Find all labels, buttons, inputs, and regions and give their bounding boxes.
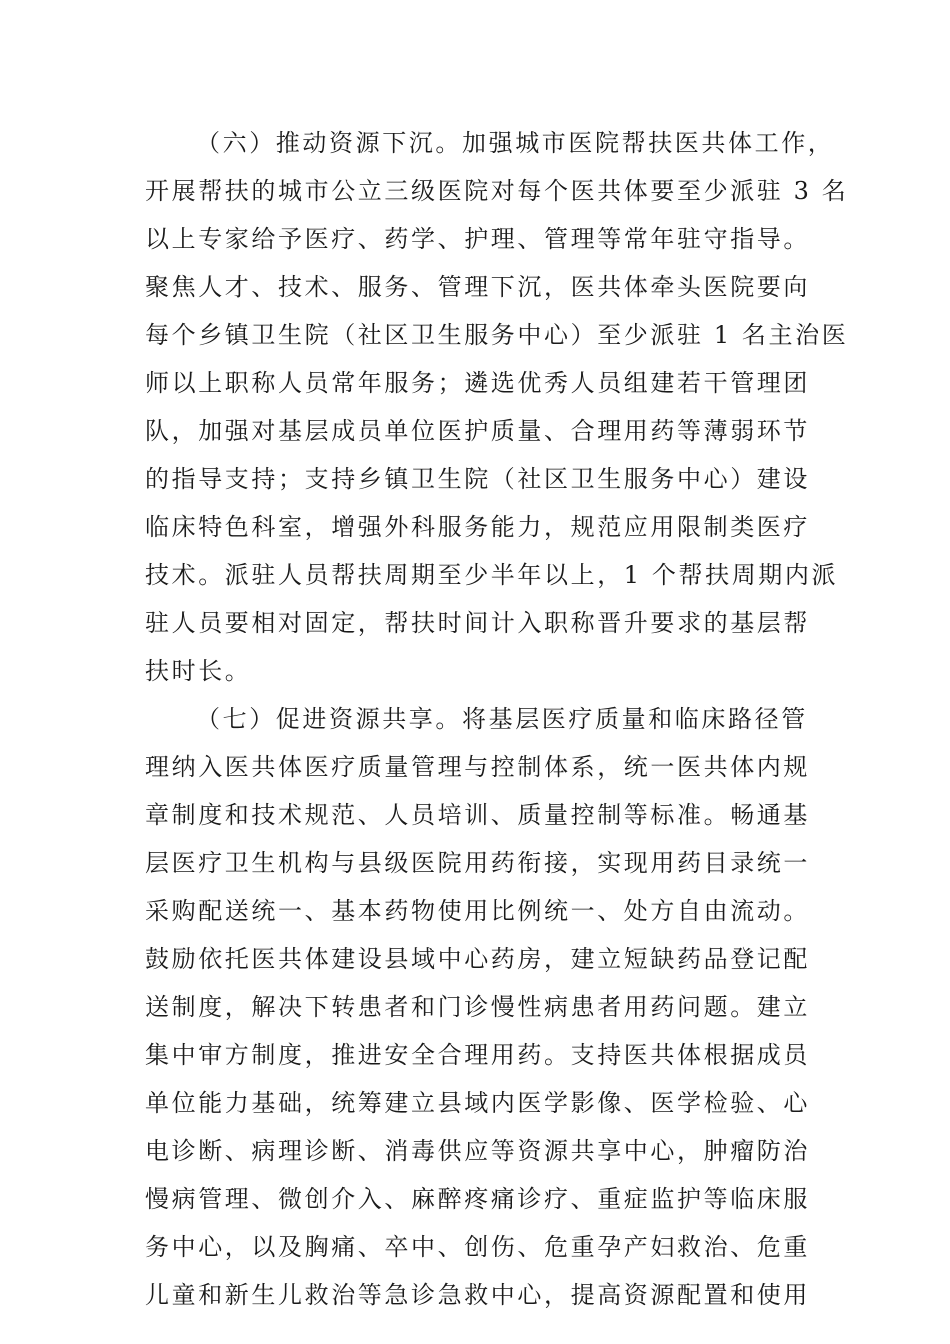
paragraph-line: 师以上职称人员常年服务；遴选优秀人员组建若干管理团 [145, 369, 810, 397]
paragraph-line: 电诊断、病理诊断、消毒供应等资源共享中心，肿瘤防治 [145, 1137, 810, 1165]
paragraph-line: 集中审方制度，推进安全合理用药。支持医共体根据成员 [145, 1041, 810, 1069]
paragraph-line: 每个乡镇卫生院（社区卫生服务中心）至少派驻 1 名主治医 [145, 321, 849, 349]
paragraph-line: 采购配送统一、基本药物使用比例统一、处方自由流动。 [145, 897, 810, 925]
paragraph-line: 鼓励依托医共体建设县域中心药房，建立短缺药品登记配 [145, 945, 810, 973]
paragraph-line: （六）推动资源下沉。加强城市医院帮扶医共体工作， [196, 129, 835, 157]
paragraph-line: 聚焦人才、技术、服务、管理下沉，医共体牵头医院要向 [145, 273, 810, 301]
paragraph-line: 章制度和技术规范、人员培训、质量控制等标准。畅通基 [145, 801, 810, 829]
paragraph-line: 送制度，解决下转患者和门诊慢性病患者用药问题。建立 [145, 993, 810, 1021]
paragraph-line: 临床特色科室，增强外科服务能力，规范应用限制类医疗 [145, 513, 810, 541]
paragraph-line: （七）促进资源共享。将基层医疗质量和临床路径管 [196, 705, 808, 733]
paragraph-line: 技术。派驻人员帮扶周期至少半年以上，1 个帮扶周期内派 [145, 561, 839, 589]
paragraph-line: 层医疗卫生机构与县级医院用药衔接，实现用药目录统一 [145, 849, 810, 877]
paragraph-line: 扶时长。 [145, 657, 252, 685]
paragraph-line: 务中心，以及胸痛、卒中、创伤、危重孕产妇救治、危重 [145, 1233, 810, 1261]
paragraph-line: 队，加强对基层成员单位医护质量、合理用药等薄弱环节 [145, 417, 810, 445]
paragraph-line: 驻人员要相对固定，帮扶时间计入职称晋升要求的基层帮 [145, 609, 810, 637]
paragraph-line: 慢病管理、微创介入、麻醉疼痛诊疗、重症监护等临床服 [145, 1185, 810, 1213]
paragraph-line: 理纳入医共体医疗质量管理与控制体系，统一医共体内规 [145, 753, 810, 781]
paragraph-line: 儿童和新生儿救治等急诊急救中心，提高资源配置和使用 [145, 1281, 810, 1309]
paragraph-line: 开展帮扶的城市公立三级医院对每个医共体要至少派驻 3 名 [145, 177, 849, 205]
paragraph-line: 单位能力基础，统筹建立县域内医学影像、医学检验、心 [145, 1089, 810, 1117]
paragraph-line: 以上专家给予医疗、药学、护理、管理等常年驻守指导。 [145, 225, 810, 253]
paragraph-line: 的指导支持；支持乡镇卫生院（社区卫生服务中心）建设 [145, 465, 810, 493]
